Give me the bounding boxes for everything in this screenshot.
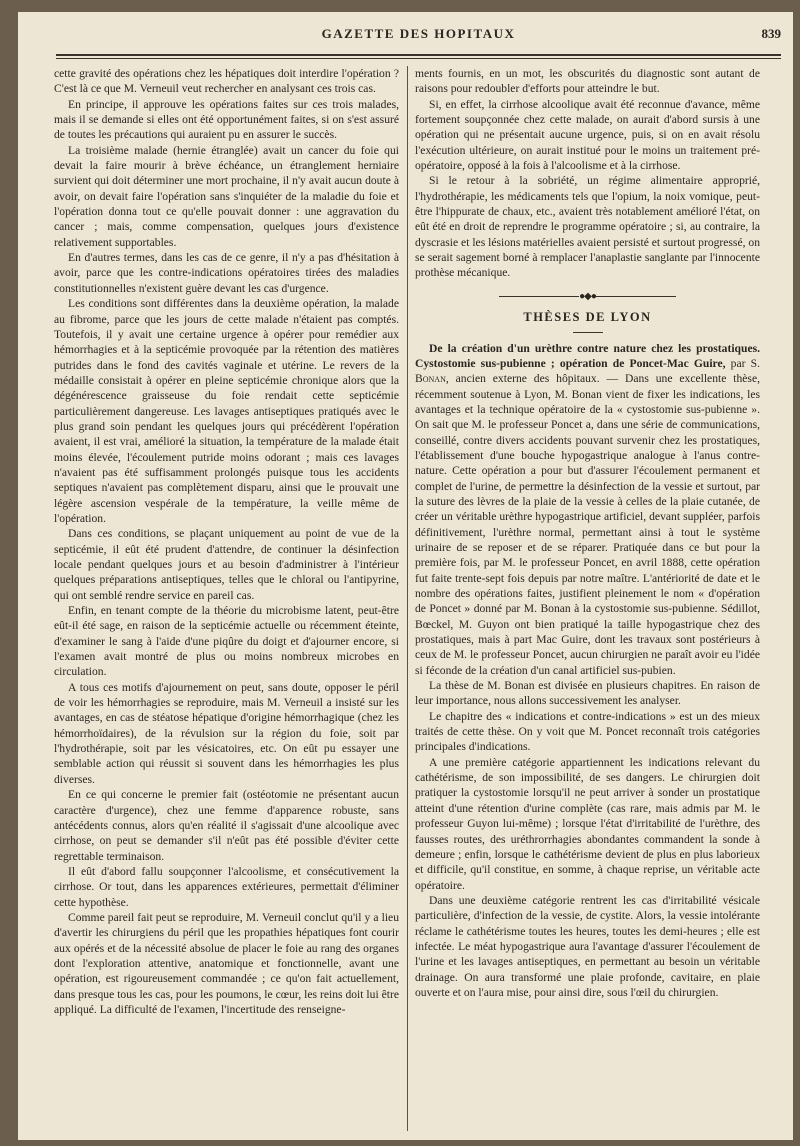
lead-text: , ancien externe des hôpitaux. — Dans une excellente thèse, récemment soutenue à Lyon, M. Bonan vient de fixer les indications, les avantages et la technique opératoire de la « cystostomie sus-pubienne ». On sait que M. le professeur Poncet a, dans une série de communications, conseillé, contre divers accidents pouvant survenir chez les prostatiques, l'établissement d'une bouche hypogastrique analogue à l'anus contre-nature. Cette opération a pour but d'assurer l'écoulement permanent et complet de l'urine, de permettre la désinfection de la vessie et surtout, par la suture des lèvres de la plaie de la vessie à celles de la plaie cutanée, de créer un véritable urèthre hypogastrique artificiel, devant suppléer, parfois définitivement, l'urèthre normal, permettant ainsi à tout le système urinaire de se reposer et de se réparer. Pratiquée dans ce but pour la première fois, par M. le professeur Poncet, en avril 1888, cette opération fut faite trente-sept fois depuis par notre maître. L'antériorité de date et le nombre des opérations faites, justifient pleinement le nom « d'opération de Poncet » donné par M. Bonan à la cystostomie sus-pubienne. Sédillot, Bœckel, M. Guyon ont bien pratiqué la taille hypogastrique chez des prostatiques, mais à part Mac Guire, dont les travaux sont postérieurs à ceux de M. le professeur Poncet, aucun chirurgien ne paraît avoir eu l'idée si féconde de la création d'un canal artificiel sus-pubien. bbox=[415, 372, 760, 677]
paragraph: Dans une deuxième catégorie rentrent les cas d'irritabilité vésicale particulière, d'infection de la vessie, de cystite. Alors, la vessie intolérante réclame le cathétérisme toutes les heures, toutes les demi-heures ; elle est infectée. Le méat hypogastrique aura l'avantage d'assurer l'écoulement de l'urine et les lavages antiseptiques, en permettant au besoin un véritable drainage. On aura transformé une plaie profonde, cavitaire, en plaie ouverte et on l'aura mise, pour ainsi dire, sous l'œil du chirurgien. bbox=[415, 893, 760, 999]
header-rule-thin bbox=[56, 58, 781, 59]
paragraph: A une première catégorie appartiennent les indications relevant du cathétérisme, de son impossibilité, de ses dangers. Le chirurgien doit pratiquer la cystostomie lorsqu'il ne peut arriver à sonder un prostatique atteint d'une rétention d'urine complète (cas rare, mais admis par M. le professeur Guyon lui-même) ; lorsque l'état d'irritabilité de l'urèthre, des fausses routes, des uréthrorrhagies abondantes commandent la sonde à demeure ; enfin, lorsque le cathétérisme devient de plus en plus laborieux et difficile, qu'il constitue, en somme, à chaque reprise, un véritable acte opératoire. bbox=[415, 755, 760, 892]
paragraph: En ce qui concerne le premier fait (ostéotomie ne présentant aucun caractère d'urgence), chez une femme d'apparence robuste, sans antécédents connus, alors qu'en réalité il s'agissait d'une alcoolique avec cirrhose, on peut se demander s'il n'eût pas été possible d'éviter cette regrettable terminaison. bbox=[54, 788, 399, 863]
paragraph: Si, en effet, la cirrhose alcoolique avait été reconnue d'avance, même fortement soupçonnée chez cette malade, on aurait d'abord sursis à une opération qui ne présentait aucune urgence, puis, si on en avait résolu l'exécution ultérieure, on aurait institué pour le moins un traitement pré-opératoire, opposé à la fois à l'alcoolisme et à la cirrhose. bbox=[415, 97, 760, 173]
paragraph: A tous ces motifs d'ajournement on peut, sans doute, opposer le péril de voir les hémorrhagies se reproduire, mais M. Verneuil a insisté sur les avantages, en cas de stéatose hépatique d'origine hémorrhagique (chez les hémorrhoïdaires), de la révulsion sur la région du foie, soit par l'hydrothérapie, soit par les vésicatoires, etc. On eût pu essayer une semblable action qui réussit si souvent dans les hémorrhagies les plus diverses. bbox=[54, 680, 399, 786]
journal-title: GAZETTE DES HOPITAUX bbox=[321, 26, 516, 41]
paragraph: Il eût d'abord fallu soupçonner l'alcoolisme, et consécutivement la cirrhose. Or tout, dans les apparences extérieures, permettait d'éliminer cette hypothèse. bbox=[54, 864, 399, 909]
column-divider bbox=[407, 66, 408, 1131]
lead-text: par S. bbox=[725, 356, 760, 370]
left-column bbox=[54, 66, 399, 1017]
paragraph: La thèse de M. Bonan est divisée en plusieurs chapitres. En raison de leur importance, nous allons successivement les analyser. bbox=[415, 679, 760, 708]
page-number: 839 bbox=[761, 26, 781, 41]
author-name: Bonan bbox=[415, 372, 446, 386]
paragraph: Les conditions sont différentes dans la deuxième opération, la malade au fibrome, parce que les jours de cette malade n'étaient pas comptés. Toutefois, il y avait une certaine urgence à opérer pour remédier aux hémorrhagies et à la septicémie provoquée par la rétention des matières putrides dans le fond des cavités vaginale et utérine. Le revers de la médaille consistait à opérer en pleine septicémie chronique alors que la dégénérescence graisseuse du foie rendait cette septicémie particulièrement dangereuse. Les lavages antiseptiques pratiqués avec le plus grand soin pendant les quelques jours qui précédèrent l'opération avaient, il est vrai, amélioré la situation, la température de la malade était moins élevée, l'écoulement putride moins odorant ; mais ces lavages n'avaient pas été suffisamment prolongés puisque tous les accidents septiques n'avaient pas complètement disparu, ainsi que le prouvait une légère ascension vespérale de la température, la veille même de l'opération. bbox=[54, 297, 399, 525]
section-ornament: ●◆● bbox=[415, 289, 760, 304]
page-header bbox=[56, 26, 781, 46]
newspaper-page bbox=[18, 12, 793, 1140]
paragraph: Dans ces conditions, se plaçant uniquement au point de vue de la septicémie, il eût été prudent d'attendre, de continuer la désinfection locale pendant quelques jours et au besoin d'administrer à l'intérieur quelques préparations antiseptiques, telles que le chloral ou l'antipyrine, qui ont semblé rendre service en pareil cas. bbox=[54, 527, 399, 602]
paragraph: Si le retour à la sobriété, un régime alimentaire approprié, l'hydrothérapie, les médicaments tels que l'opium, la noix vomique, peut-être l'hippurate de chaux, etc., avaient très notablement amélioré l'état, on eût été en droit de reprendre le programme opératoire ; si, au contraire, la dyscrasie et les lésions matérielles avaient persisté et surtout progressé, on se serait sagement borné à remplacer l'anaplastie sanglante par l'innocente prothèse mécanique. bbox=[415, 174, 760, 280]
article-title: De la création d'un urèthre contre nature chez les prostatiques. Cystostomie sus-pubienne ; opération de Poncet-Mac Guire, bbox=[415, 341, 760, 370]
paragraph: Comme pareil fait peut se reproduire, M. Verneuil conclut qu'il y a lieu d'avertir les chirurgiens du péril que les propathies hépatiques font courir aux opérés et de la nécessité absolue de placer le foie au rang des organes dont l'exploration attentive, anatomique et fonctionnelle, avant une opération, est rigoureusement commandée ; ce qu'on fait actuellement, dans presque tous les cas, pour les poumons, le cœur, les reins doit lui être appliqué. La difficulté de l'examen, l'incertitude des renseigne- bbox=[54, 910, 399, 1016]
paragraph: ments fournis, en un mot, les obscurités du diagnostic sont autant de raisons pour redoubler d'efforts pour atteindre le but. bbox=[415, 67, 760, 96]
paragraph: cette gravité des opérations chez les hépatiques doit interdire l'opération ? C'est là ce que M. Verneuil veut rechercher en analysant ces trois cas. bbox=[54, 67, 399, 96]
paragraph: En d'autres termes, dans les cas de ce genre, il n'y a pas d'hésitation à avoir, parce que les contre-indications opératoires tirées des maladies constitutionnelles n'existent guère devant les cas d'urgence. bbox=[54, 251, 399, 295]
paragraph: En principe, il approuve les opérations faites sur ces trois malades, mais il se demande si elles ont été opportunément faites, si on s'est assuré de toutes les précautions qui auraient pu en assurer le succès. bbox=[54, 97, 399, 142]
header-rule-thick bbox=[56, 54, 781, 56]
title-underline bbox=[573, 332, 603, 333]
paragraph: La troisième malade (hernie étranglée) avait un cancer du foie qui devait la faire mourir à brève échéance, un étranglement herniaire survient qui doit déterminer une mort prochaine, il n'y avait aucun doute à avoir, on devait faire l'opération sans s'inquiéter de la maladie du foie et l'opération donna tout ce qu'elle pouvait donner : une aggravation du cancer ; mais, comme compensation, quelques jours d'existence relativement supportables. bbox=[54, 143, 399, 249]
article-lead bbox=[415, 341, 760, 679]
paragraph: Le chapitre des « indications et contre-indications » est un des mieux traités de cette thèse. On y voit que M. Poncet reconnaît trois catégories principales d'indications. bbox=[415, 709, 760, 754]
right-column bbox=[415, 66, 760, 1000]
section-title: THÈSES DE LYON bbox=[523, 310, 652, 325]
paragraph: Enfin, en tenant compte de la théorie du microbisme latent, peut-être eût-il été sage, en raison de la septicémie actuelle ou récemment éteinte, d'examiner le sang à l'aide d'une piqûre du doigt et d'ajourner encore, si l'examen avait montré de plus ou moins nombreux microbes en circulation. bbox=[54, 604, 399, 679]
